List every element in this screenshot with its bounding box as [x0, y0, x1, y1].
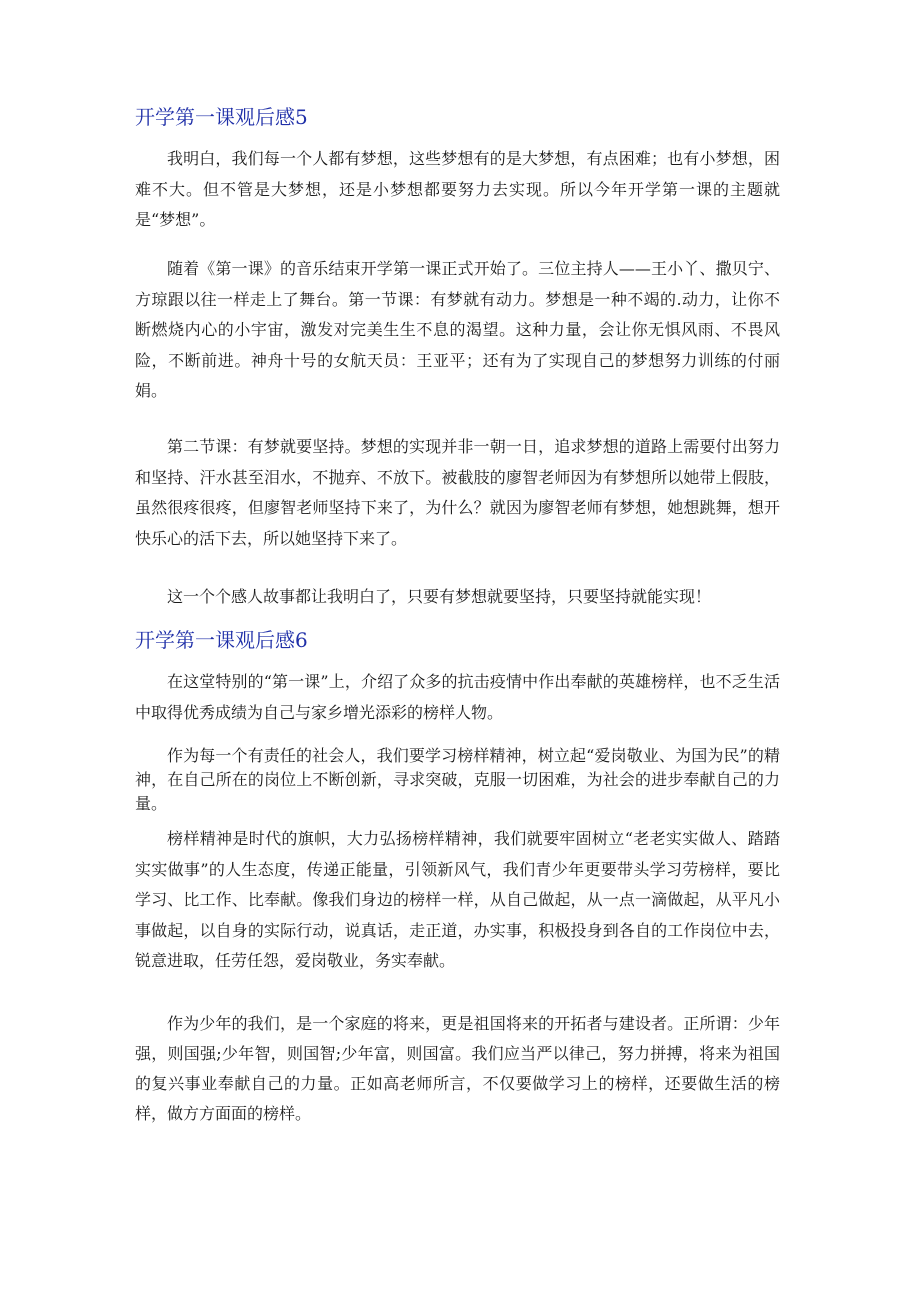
- section-heading: 开学第一课观后感5: [135, 105, 308, 129]
- paragraph: 作为每一个有责任的社会人，我们要学习榜样精神，树立起“爱岗敬业、为国为民”的精神，在自己所在的岗位上不断创新，寻求突破，克服一切困难，为社会的进步奉献自己的力量。: [135, 746, 780, 813]
- paragraph: 在这堂特别的“第一课”上，介绍了众多的抗击疫情中作出奉献的英雄榜样，也不乏生活中取得优秀成绩为自己与家乡增光添彩的榜样人物。: [135, 672, 780, 722]
- paragraph: 这一个个感人故事都让我明白了，只要有梦想就要坚持，只要坚持就能实现！: [167, 587, 712, 606]
- paragraph: 我明白，我们每一个人都有梦想，这些梦想有的是大梦想，有点困难；也有小梦想，困难不大。但不管是大梦想，还是小梦想都要努力去实现。所以今年开学第一课的主题就是“梦想”。: [135, 149, 780, 229]
- paragraph: 第二节课：有梦就要坚持。梦想的实现并非一朝一日，追求梦想的道路上需要付出努力和坚持、汗水甚至泪水，不抛弃、不放下。被截肢的廖智老师因为有梦想所以她带上假肢，虽然很疼很疼，但廖智老师坚持下来了，为什么？就因为廖智老师有梦想，她想跳舞，想开快乐心的活下去，所以她坚持下来了。: [135, 437, 780, 548]
- paragraph: 榜样精神是时代的旗帜，大力弘扬榜样精神，我们就要牢固树立“老老实实做人、踏踏实实做事”的人生态度，传递正能量，引领新风气，我们青少年更要带头学习劳榜样，要比学习、比工作、比奉献。像我们身边的榜样一样，从自己做起，从一点一滴做起，从平凡小事做起，以自身的实际行动，说真话，走正道，办实事，积极投身到各自的工作岗位中去，锐意进取，任劳任怨，爱岗敬业，务实奉献。: [135, 829, 780, 970]
- section-heading: 开学第一课观后感6: [135, 628, 308, 652]
- paragraph: 随着《第一课》的音乐结束开学第一课正式开始了。三位主持人——王小丫、撒贝宁、方琼跟以往一样走上了舞台。第一节课：有梦就有动力。梦想是一种不竭的.动力，让你不断燃烧内心的小宇宙，激发对完美生生不息的渴望。这种力量，会让你无惧风雨、不畏风险，不断前进。神舟十号的女航天员：王亚平；还有为了实现自己的梦想努力训练的付丽娟。: [135, 259, 780, 400]
- paragraph: 作为少年的我们，是一个家庭的将来，更是祖国将来的开拓者与建设者。正所谓：少年强，则国强;少年智，则国智;少年富，则国富。我们应当严以律己，努力拼搏，将来为祖国的复兴事业奉献自己的力量。正如高老师所言，不仅要做学习上的榜样，还要做生活的榜样，做方方面面的榜样。: [135, 1014, 780, 1123]
